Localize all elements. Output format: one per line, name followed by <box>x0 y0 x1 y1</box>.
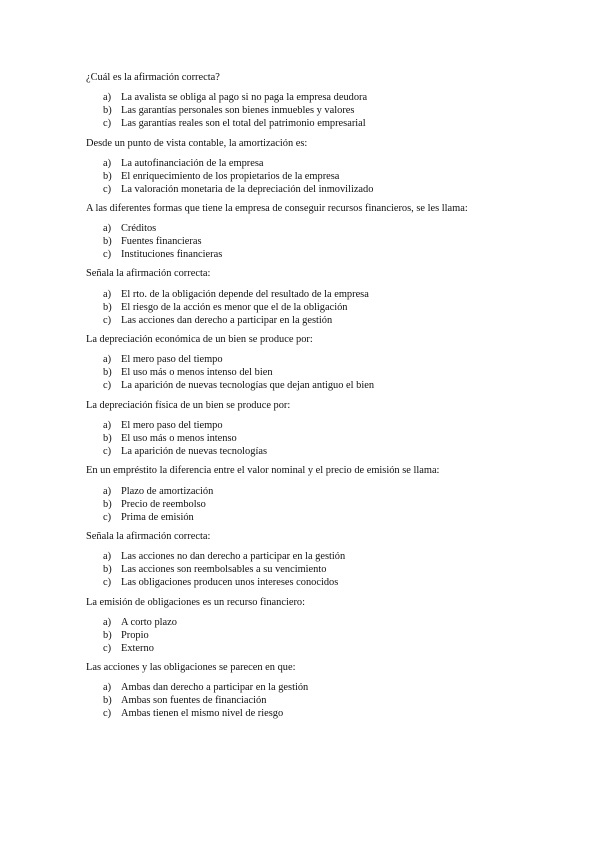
option-text: Las garantías reales son el total del patrimonio empresarial <box>121 117 366 129</box>
option-text: Las acciones dan derecho a participar en la gestión <box>121 314 333 326</box>
option-letter: b) <box>103 498 112 510</box>
option-letter: a) <box>103 682 112 693</box>
option-text: Externo <box>121 642 154 654</box>
option-letter: c) <box>103 445 112 457</box>
option-letter: a) <box>103 486 112 497</box>
question-text: Desde un punto de vista contable, la amortización es: <box>86 138 308 149</box>
option-letter: c) <box>103 511 112 523</box>
option-text: El riesgo de la acción es menor que el de la obligación <box>121 301 348 313</box>
option-text: Ambas tienen el mismo nivel de riesgo <box>121 707 284 719</box>
option-letter: c) <box>103 314 112 326</box>
option-text: Instituciones financieras <box>121 248 223 260</box>
option-letter: c) <box>103 379 112 391</box>
answer-option <box>103 289 369 302</box>
answer-option <box>103 302 348 315</box>
option-letter: a) <box>103 354 112 365</box>
option-letter: c) <box>103 183 112 195</box>
option-letter: b) <box>103 301 112 313</box>
option-text: Ambas dan derecho a participar en la gestión <box>121 682 309 693</box>
option-text: A corto plazo <box>121 617 177 628</box>
question-text: En un empréstito la diferencia entre el valor nominal y el precio de emisión se llama: <box>86 465 440 476</box>
option-text: Las obligaciones producen unos intereses conocidos <box>121 576 339 588</box>
answer-option <box>103 380 374 393</box>
answer-option <box>103 223 156 236</box>
answer-option <box>103 354 223 367</box>
answer-option <box>103 236 202 249</box>
option-text: El rto. de la obligación depende del resultado de la empresa <box>121 289 369 300</box>
option-text: Créditos <box>121 223 157 234</box>
option-letter: a) <box>103 158 112 169</box>
option-letter: c) <box>103 707 112 719</box>
answer-option <box>103 184 373 197</box>
answer-option <box>103 577 338 590</box>
option-letter: c) <box>103 642 112 654</box>
answer-option <box>103 551 345 564</box>
option-text: La avalista se obliga al pago si no paga la empresa deudora <box>121 92 368 103</box>
option-letter: b) <box>103 563 112 575</box>
answer-option <box>103 92 367 105</box>
question-text: ¿Cuál es la afirmación correcta? <box>86 72 220 83</box>
option-letter: a) <box>103 92 112 103</box>
answer-option <box>103 249 222 262</box>
option-letter: a) <box>103 617 112 628</box>
option-text: Precio de reembolso <box>121 498 206 510</box>
option-letter: b) <box>103 366 112 378</box>
answer-option <box>103 105 354 118</box>
option-text: Fuentes financieras <box>121 235 202 247</box>
answer-option <box>103 617 177 630</box>
answer-option <box>103 420 223 433</box>
option-text: El enriquecimiento de los propietarios de la empresa <box>121 170 340 182</box>
option-text: Prima de emisión <box>121 511 194 523</box>
option-letter: c) <box>103 576 112 588</box>
option-letter: a) <box>103 223 112 234</box>
answer-option <box>103 486 213 499</box>
question-text: A las diferentes formas que tiene la empresa de conseguir recursos financieros, se les llama: <box>86 203 468 214</box>
answer-option <box>103 433 237 446</box>
option-letter: b) <box>103 694 112 706</box>
question-text: Señala la afirmación correcta: <box>86 268 211 279</box>
option-letter: b) <box>103 629 112 641</box>
option-text: Las acciones no dan derecho a participar en la gestión <box>121 551 346 562</box>
option-text: La aparición de nuevas tecnologías <box>121 445 267 457</box>
question-text: La depreciación física de un bien se produce por: <box>86 400 291 411</box>
question-text: Señala la afirmación correcta: <box>86 531 211 542</box>
answer-option <box>103 367 273 380</box>
answer-option <box>103 118 366 131</box>
answer-option <box>103 446 267 459</box>
option-text: El mero paso del tiempo <box>121 420 223 431</box>
answer-option <box>103 315 332 328</box>
answer-option <box>103 695 266 708</box>
question-text: La emisión de obligaciones es un recurso financiero: <box>86 597 305 608</box>
option-letter: b) <box>103 432 112 444</box>
answer-option <box>103 499 206 512</box>
option-text: El uso más o menos intenso <box>121 432 237 444</box>
option-text: La valoración monetaria de la depreciación del inmovilizado <box>121 183 374 195</box>
option-text: El uso más o menos intenso del bien <box>121 366 273 378</box>
answer-option <box>103 630 149 643</box>
question-text: La depreciación económica de un bien se produce por: <box>86 334 313 345</box>
answer-option <box>103 682 308 695</box>
option-letter: b) <box>103 104 112 116</box>
option-letter: a) <box>103 551 112 562</box>
answer-option <box>103 171 339 184</box>
option-text: Ambas son fuentes de financiación <box>121 694 267 706</box>
question-text: Las acciones y las obligaciones se parecen en que: <box>86 662 296 673</box>
option-letter: b) <box>103 170 112 182</box>
option-text: La aparición de nuevas tecnologías que dejan antiguo el bien <box>121 379 375 391</box>
option-text: El mero paso del tiempo <box>121 354 223 365</box>
option-letter: a) <box>103 289 112 300</box>
option-text: Propio <box>121 629 149 641</box>
option-text: Las acciones son reembolsables a su vencimiento <box>121 563 327 575</box>
answer-option <box>103 643 154 656</box>
option-letter: c) <box>103 117 112 129</box>
option-letter: a) <box>103 420 112 431</box>
option-text: La autofinanciación de la empresa <box>121 158 264 169</box>
answer-option <box>103 158 264 171</box>
option-letter: b) <box>103 235 112 247</box>
answer-option <box>103 564 326 577</box>
option-text: Las garantías personales son bienes inmuebles y valores <box>121 104 355 116</box>
answer-option <box>103 708 283 721</box>
option-text: Plazo de amortización <box>121 486 214 497</box>
answer-option <box>103 512 194 525</box>
option-letter: c) <box>103 248 112 260</box>
